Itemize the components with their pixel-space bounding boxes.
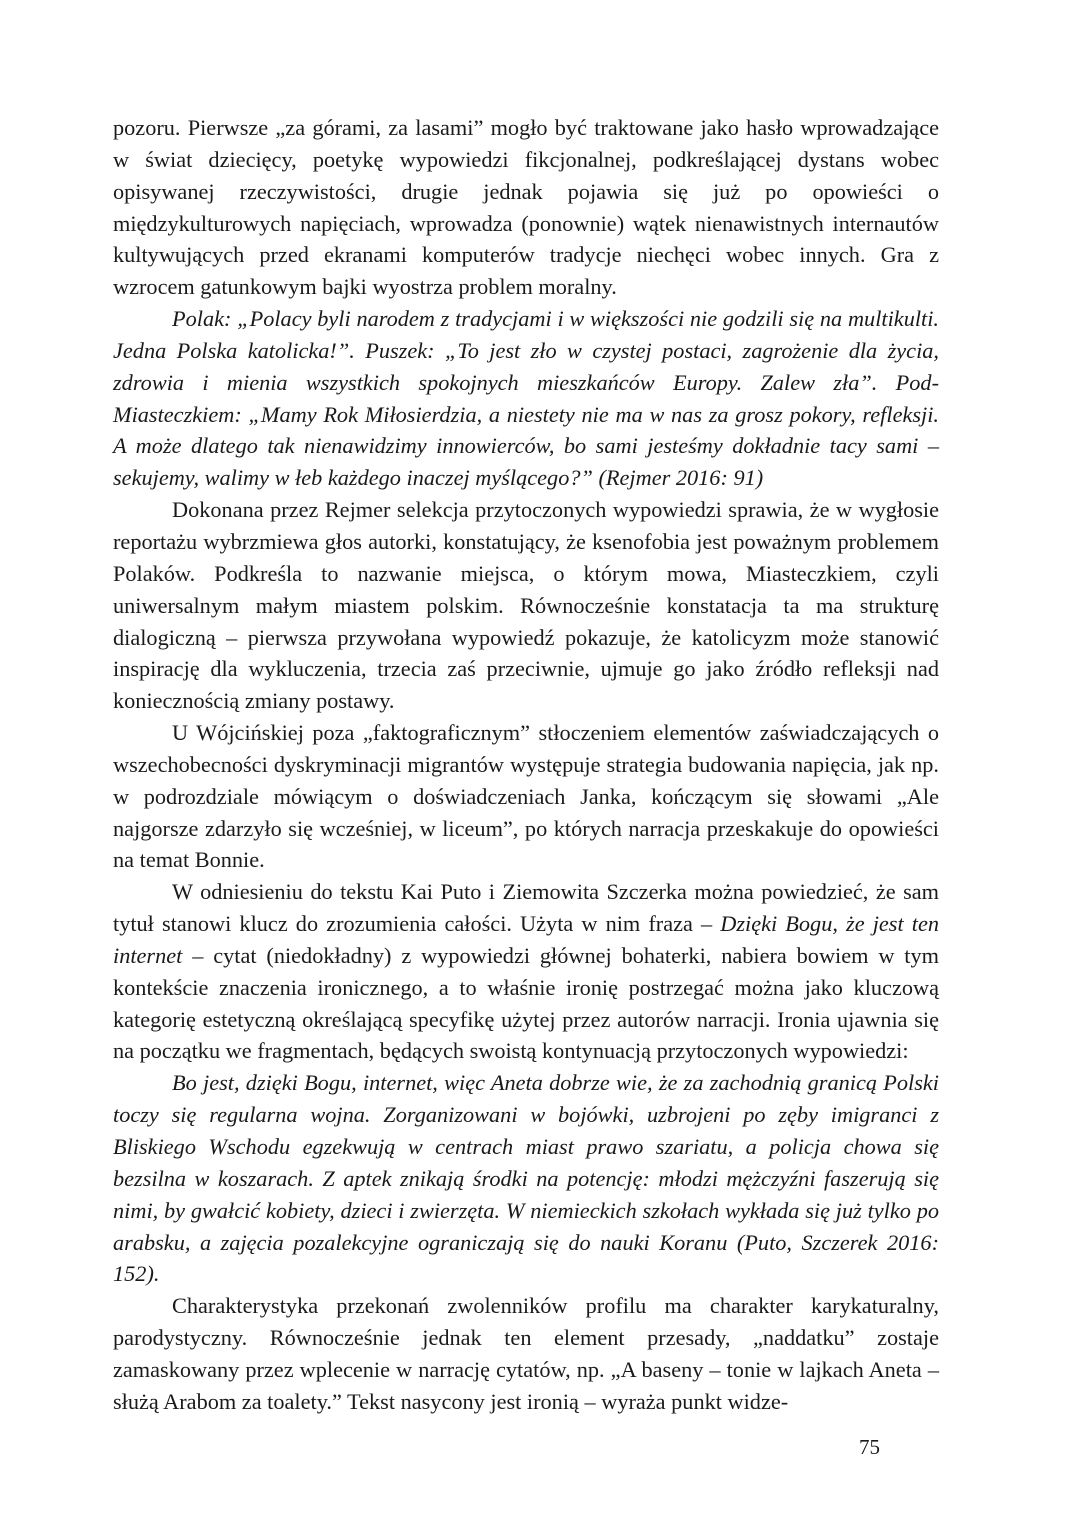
paragraph-wojcinska: U Wójcińskiej poza „faktograficznym” stłoczeniem elementów zaświadczających o wszechobecności dyskryminacji migrantów występuje strategia budowania napięcia, jak np. w podrozdziale mówiącym o doświadczeniach Janka, kończącym się słowami „Ale najgorsze zdarzyło się wcześniej, w liceum”, po których narracja przeskakuje do opowieści na temat Bonnie.: [113, 720, 939, 873]
block-quote-comments: Polak: „Polacy byli narodem z tradycjami i w większości nie godzili się na multikulti. Jedna Polska katolicka!”. Puszek: „To jest zło w czystej postaci, zagrożenie dla życia, zdrowia i mienia wszystkich spokojnych mieszkańców Europy. Zalew zła”. Pod-Miasteczkiem: „Mamy Rok Miłosierdzia, a niestety nie ma w nas za grosz pokory, refleksji. A może dlatego tak nienawidzimy innowierców, bo sami jesteśmy dokładnie tacy sami – sekujemy, walimy w łeb każdego inaczej myślącego?” (Rejmer 2016: 91): [113, 306, 939, 491]
book-title-italic: Dzięki Bogu, że jest ten internet: [113, 911, 939, 968]
paragraph-puto-szczerek: [113, 876, 939, 1067]
paragraph-text-part: – cytat (niedokładny) z wypowiedzi głównej bohaterki, nabiera bowiem w tym kontekście znaczenia ironicznego, a to właśnie ironię postrzegać można jako kluczową kategorię estetyczną określającą specyfikę użytej przez autorów narracji. Ironia ujawnia się na początku we fragmentach, będących swoistą kontynuacją przytoczonych wypowiedzi:: [113, 942, 939, 1064]
page-body: [113, 112, 939, 1418]
paragraph-caricature: Charakterystyka przekonań zwolenników profilu ma charakter karykaturalny, parodystyczny. Równocześnie jednak ten element przesady, „naddatku” zostaje zamaskowany przez wplecenie w narrację cytatów, np. „A baseny – tonie w lajkach Aneta – służą Arabom za toalety.” Tekst nasycony jest ironią – wyraża punkt widze-: [113, 1293, 939, 1414]
paragraph-continuation: pozoru. Pierwsze „za górami, za lasami” mogło być traktowane jako hasło wprowadzające w świat dziecięcy, poetykę wypowiedzi fikcjonalnej, podkreślającej dystans wobec opisywanej rzeczywistości, drugie jednak pojawia się już po opowieści o międzykulturowych napięciach, wprowadza (ponownie) wątek nienawistnych internautów kultywujących przed ekranami komputerów tradycje niechęci wobec innych. Gra z wzrocem gatunkowym bajki wyostrza problem moralny.: [113, 115, 939, 300]
paragraph-text-part: W odniesieniu do tekstu Kai Puto i Ziemowita Szczerka można powiedzieć, że sam tytuł stanowi klucz do zrozumienia całości. Użyta w nim fraza –: [113, 879, 939, 937]
paragraph-rejmer-selection: Dokonana przez Rejmer selekcja przytoczonych wypowiedzi sprawia, że w wygłosie reportażu wybrzmiewa głos autorki, konstatujący, że ksenofobia jest poważnym problemem Polaków. Podkreśla to nazwanie miejsca, o którym mowa, Miasteczkiem, czyli uniwersalnym małym miastem polskim. Równocześnie konstatacja ta ma strukturę dialogiczną – pierwsza przywołana wypowiedź pokazuje, że katolicyzm może stanowić inspirację dla wykluczenia, trzecia zaś przeciwnie, ujmuje go jako źródło refleksji nad koniecznością zmiany postawy.: [113, 497, 939, 714]
page-number: 75: [859, 1435, 880, 1459]
block-quote-aneta: Bo jest, dzięki Bogu, internet, więc Aneta dobrze wie, że za zachodnią granicą Polski toczy się regularna wojna. Zorganizowani w bojówki, uzbrojeni po zęby imigranci z Bliskiego Wschodu egzekwują w centrach miast prawo szariatu, a policja chowa się bezsilna w koszarach. Z aptek znikają środki na potencję: młodzi mężczyźni faszerują się nimi, by gwałcić kobiety, dzieci i zwierzęta. W niemieckich szkołach wykłada się już tylko po arabsku, a zajęcia pozalekcyjne ograniczają się do nauki Koranu (Puto, Szczerek 2016: 152).: [113, 1070, 939, 1287]
